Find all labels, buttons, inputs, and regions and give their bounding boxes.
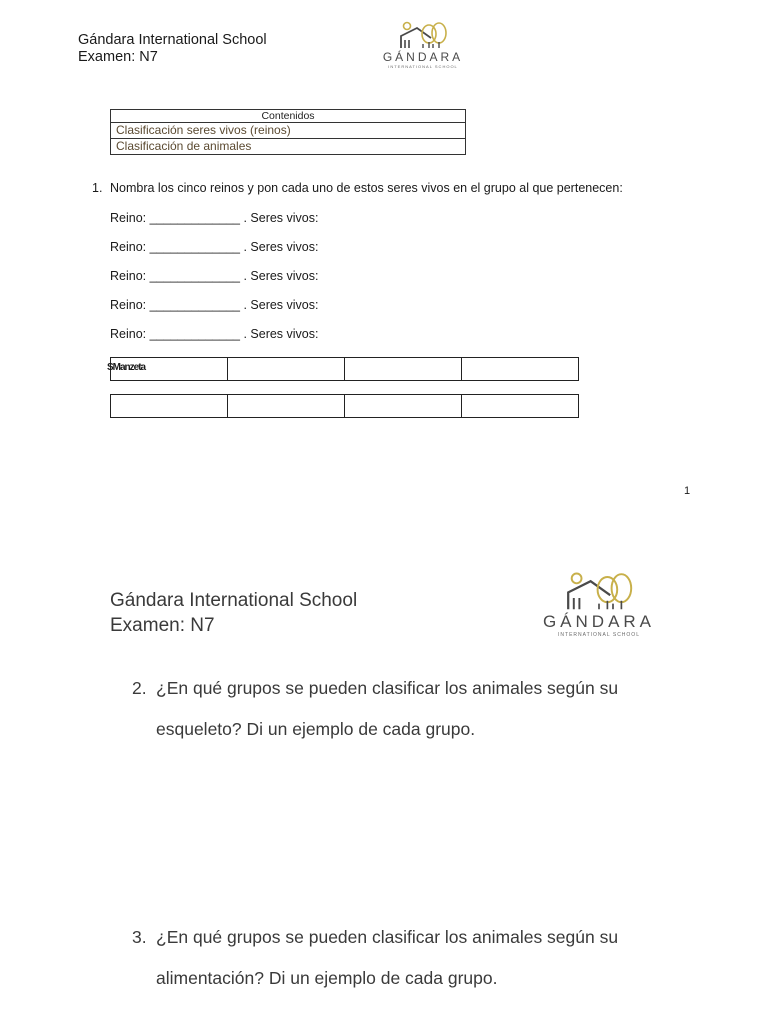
question-text: ¿En qué grupos se pueden clasificar los animales según su — [156, 927, 619, 947]
reino-line: Reino: _____________ . Seres vivos: — [110, 269, 319, 283]
question-3-line-1 — [132, 926, 619, 948]
logo-wordmark: GÁNDARA — [382, 50, 464, 64]
logo-subtitle: INTERNATIONAL SCHOOL — [558, 632, 640, 638]
contents-heading: Contenidos — [111, 110, 466, 123]
reino-line: Reino: _____________ . Seres vivos: — [110, 240, 319, 254]
question-1 — [92, 180, 623, 196]
answer-grid — [110, 394, 579, 418]
grid-cell[interactable] — [107, 358, 228, 381]
question-2-line-1 — [132, 677, 619, 699]
question-text: ¿En qué grupos se pueden clasificar los animales según su — [156, 678, 619, 698]
question-number: 1. — [92, 181, 103, 195]
question-text: Nombra los cinco reinos y pon cada uno de estos seres vivos en el grupo al que pertenecen: — [110, 181, 623, 195]
page2-school-name: Gándara International School — [110, 590, 358, 611]
page-number: 1 — [684, 485, 691, 497]
overlapping-text: SManzeta — [107, 362, 146, 373]
grid-cell[interactable] — [345, 395, 462, 418]
question-number: 2. — [132, 678, 147, 698]
logo-wordmark: GÁNDARA — [542, 612, 656, 631]
reino-line: Reino: _____________ . Seres vivos: — [110, 298, 319, 312]
question-number: 3. — [132, 927, 147, 947]
reino-line: Reino: _____________ . Seres vivos: — [110, 327, 319, 341]
logo-subtitle: INTERNATIONAL SCHOOL — [388, 64, 458, 69]
page2-school-logo — [536, 570, 662, 638]
school-logo — [378, 20, 468, 69]
grid-cell[interactable] — [345, 358, 462, 381]
question-2-line-2: esqueleto? Di un ejemplo de cada grupo. — [156, 719, 476, 739]
question-3-line-2: alimentación? Di un ejemplo de cada grupo. — [156, 968, 498, 988]
school-name: Gándara International School — [78, 32, 267, 48]
grid-cell[interactable] — [228, 358, 345, 381]
logo-house-tree-icon — [557, 570, 641, 612]
contents-item: Clasificación seres vivos (reinos) — [111, 123, 466, 139]
logo-house-tree-icon — [393, 20, 453, 50]
grid-cell[interactable] — [228, 395, 345, 418]
grid-cell[interactable] — [462, 358, 579, 381]
grid-cell[interactable] — [462, 395, 579, 418]
contents-item: Clasificación de animales — [111, 139, 466, 155]
answer-grid — [107, 357, 579, 381]
contents-table — [110, 109, 466, 155]
page2-exam-title: Examen: N7 — [110, 615, 215, 636]
exam-title: Examen: N7 — [78, 49, 158, 65]
grid-cell[interactable] — [111, 395, 228, 418]
reino-line: Reino: _____________ . Seres vivos: — [110, 211, 319, 225]
